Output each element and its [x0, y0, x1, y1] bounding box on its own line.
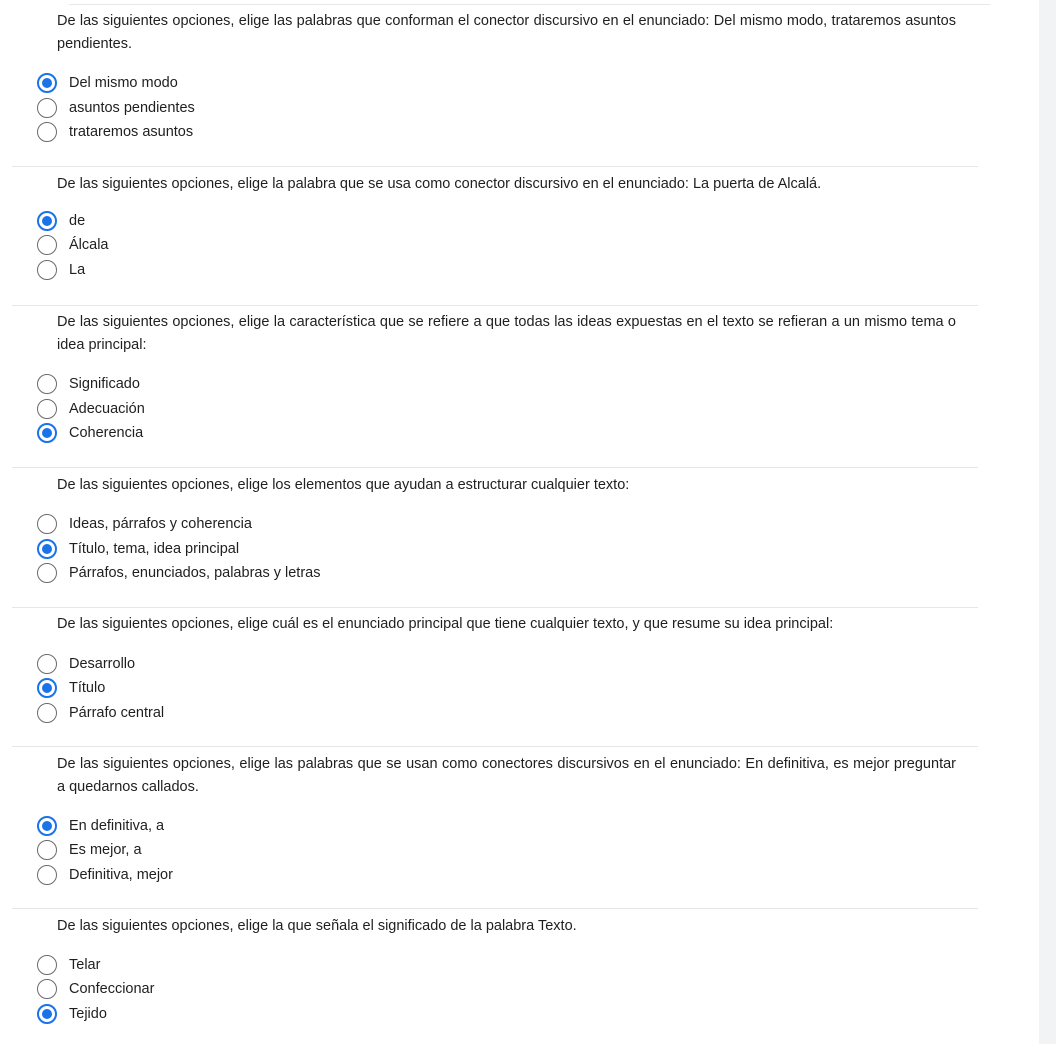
radio-button[interactable] — [37, 979, 57, 999]
option-radio[interactable] — [34, 863, 434, 887]
radio-button[interactable] — [37, 840, 57, 860]
option-radio[interactable] — [34, 953, 434, 977]
option-label: de — [69, 213, 86, 229]
option-label: Del mismo modo — [69, 75, 178, 91]
question-divider — [12, 467, 978, 468]
radio-button[interactable] — [37, 563, 57, 583]
option-label: Confeccionar — [69, 981, 155, 997]
option-label: Significado — [69, 376, 140, 392]
question-text: De las siguientes opciones, elige las palabras que conforman el conector discursivo en el enunciado: Del mismo modo, trataremos asuntos pendientes. — [57, 13, 956, 52]
top-divider — [69, 4, 990, 5]
question-text: De las siguientes opciones, elige la que señala el significado de la palabra Texto. — [57, 918, 577, 934]
option-radio[interactable] — [34, 537, 434, 561]
option-radio[interactable] — [34, 1002, 434, 1026]
radio-button[interactable] — [37, 260, 57, 280]
option-radio[interactable] — [34, 258, 434, 282]
option-label: asuntos pendientes — [69, 100, 195, 116]
question-divider — [12, 166, 978, 167]
radio-button[interactable] — [37, 399, 57, 419]
radio-button[interactable] — [37, 122, 57, 142]
option-radio[interactable] — [34, 421, 434, 445]
radio-button[interactable] — [37, 98, 57, 118]
radio-button-selected[interactable] — [37, 423, 57, 443]
question-divider — [12, 908, 978, 909]
radio-button[interactable] — [37, 235, 57, 255]
option-label: La — [69, 262, 86, 278]
scrollbar-track[interactable] — [1039, 0, 1056, 1044]
radio-button[interactable] — [37, 514, 57, 534]
radio-button-selected[interactable] — [37, 678, 57, 698]
option-radio[interactable] — [34, 561, 434, 585]
radio-button-selected[interactable] — [37, 539, 57, 559]
option-radio[interactable] — [34, 652, 434, 676]
option-label: Definitiva, mejor — [69, 867, 173, 883]
option-radio[interactable] — [34, 977, 434, 1001]
option-label: trataremos asuntos — [69, 124, 194, 140]
question-divider — [12, 607, 978, 608]
option-radio[interactable] — [34, 676, 434, 700]
option-label: Coherencia — [69, 425, 144, 441]
option-radio[interactable] — [34, 397, 434, 421]
question-divider — [12, 746, 978, 747]
option-label: Título, tema, idea principal — [69, 541, 240, 557]
radio-button-selected[interactable] — [37, 211, 57, 231]
radio-button[interactable] — [37, 703, 57, 723]
radio-button[interactable] — [37, 374, 57, 394]
option-radio[interactable] — [34, 233, 434, 257]
option-radio[interactable] — [34, 701, 434, 725]
option-label: Ideas, párrafos y coherencia — [69, 516, 252, 532]
option-radio[interactable] — [34, 71, 434, 95]
radio-button[interactable] — [37, 654, 57, 674]
radio-button-selected[interactable] — [37, 1004, 57, 1024]
option-label: Párrafos, enunciados, palabras y letras — [69, 565, 321, 581]
option-label: En definitiva, a — [69, 818, 165, 834]
option-radio[interactable] — [34, 512, 434, 536]
radio-button-selected[interactable] — [37, 816, 57, 836]
radio-button-selected[interactable] — [37, 73, 57, 93]
radio-button[interactable] — [37, 955, 57, 975]
option-radio[interactable] — [34, 838, 434, 862]
option-label: Álcala — [69, 237, 109, 253]
question-divider — [12, 305, 978, 306]
question-text: De las siguientes opciones, elige los elementos que ayudan a estructurar cualquier texto: — [57, 477, 630, 493]
option-label: Es mejor, a — [69, 842, 142, 858]
option-label: Tejido — [69, 1006, 107, 1022]
option-radio[interactable] — [34, 372, 434, 396]
option-label: Desarrollo — [69, 656, 136, 672]
option-radio[interactable] — [34, 96, 434, 120]
radio-button[interactable] — [37, 865, 57, 885]
question-text: De las siguientes opciones, elige cuál es el enunciado principal que tiene cualquier texto, y que resume su idea principal: — [57, 616, 834, 632]
question-text: De las siguientes opciones, elige la característica que se refiere a que todas las ideas expuestas en el texto se refieran a un mismo tema o idea principal: — [57, 314, 956, 353]
option-radio[interactable] — [34, 814, 434, 838]
option-label: Título — [69, 680, 106, 696]
option-radio[interactable] — [34, 209, 434, 233]
option-label: Telar — [69, 957, 101, 973]
question-text: De las siguientes opciones, elige la palabra que se usa como conector discursivo en el enunciado: La puerta de Alcalá. — [57, 176, 822, 192]
question-text: De las siguientes opciones, elige las palabras que se usan como conectores discursivos en el enunciado: En definitiva, es mejor preguntar a quedarnos callados. — [57, 756, 956, 795]
option-label: Párrafo central — [69, 705, 165, 721]
option-radio[interactable] — [34, 120, 434, 144]
option-label: Adecuación — [69, 401, 145, 417]
